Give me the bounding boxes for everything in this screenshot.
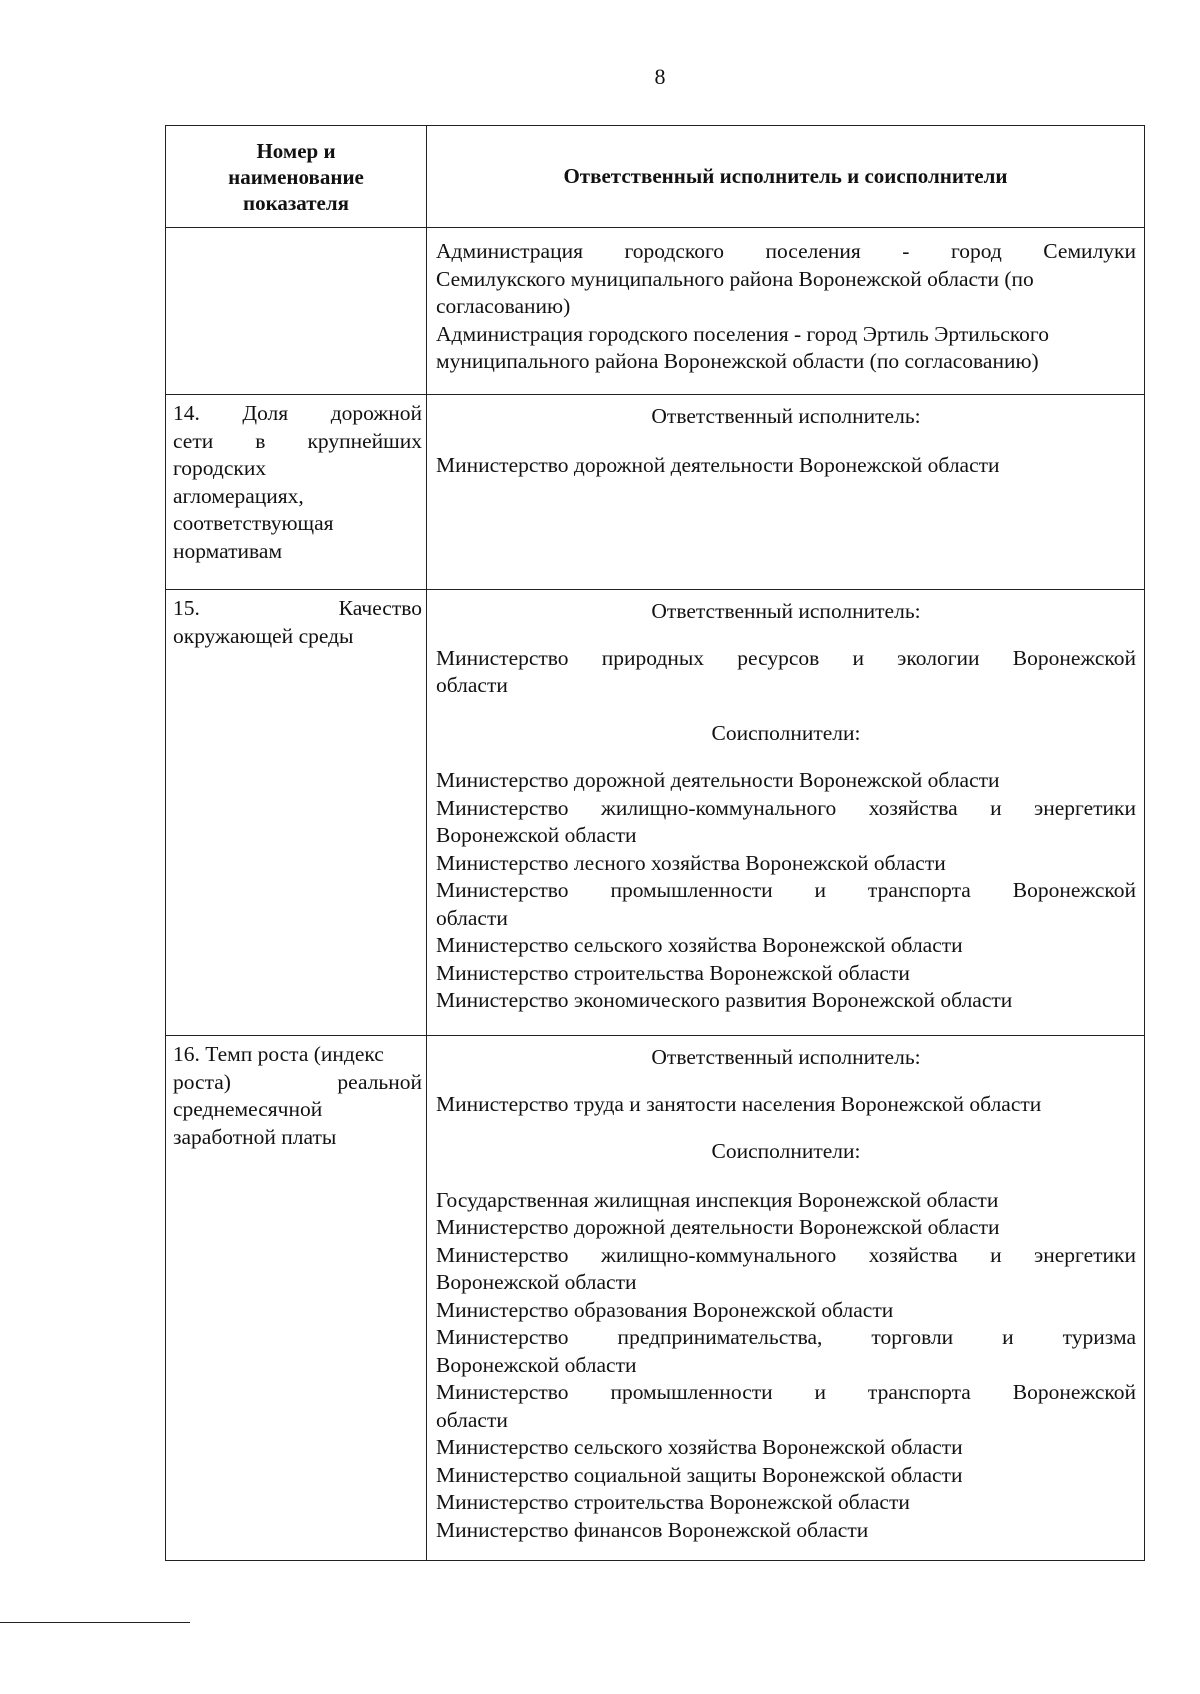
header-executors: Ответственный исполнитель и соисполнители [427,126,1145,228]
executors-cell [427,1036,1145,1561]
coexecutor-line: Министерство сельского хозяйства Воронежской области [436,933,963,957]
header-indicator [166,126,427,228]
indicator-line: заработной платы [173,1124,337,1149]
coexecutor-line: Министерство жилищно-коммунального хозяйства и энергетики [436,795,1136,820]
coexecutor-line: Министерство предпринимательства, торговли и туризма [436,1325,1136,1349]
coexecutor-line: Министерство строительства Воронежской области [436,960,910,985]
executor-line: Семилукского муниципального района Воронежской области (по [436,266,1034,291]
coexecutor-line: Воронежской области [436,1270,637,1294]
executors-cell [427,590,1145,1036]
indicator-line: 14. Доля дорожной [173,401,422,425]
coexecutor-line: области [436,905,508,930]
responsible-line: Министерство дорожной деятельности Воронежской области [436,452,1000,477]
executor-line: Администрация городского поселения - город Семилуки [436,239,1136,263]
indicator-line: соответствующая [173,511,334,535]
responsible-heading: Ответственный исполнитель: [651,404,921,428]
table-row [166,395,1145,590]
responsible-heading: Ответственный исполнитель: [651,1045,921,1069]
executor-line: Администрация городского поселения - город Эртиль Эртильского [436,321,1049,346]
indicator-line: городских [173,456,267,480]
indicator-line: сети в крупнейших [173,428,422,453]
responsible-line: Министерство труда и занятости населения Воронежской области [436,1091,1042,1116]
coexecutors-heading: Соисполнители: [711,720,861,745]
footnote-rule [0,1622,190,1623]
coexecutor-line: Министерство финансов Воронежской области [436,1517,869,1542]
coexecutor-line: Министерство сельского хозяйства Воронежской области [436,1435,963,1459]
table-row [166,1036,1145,1561]
coexecutor-line: Министерство промышленности и транспорта Воронежской [436,878,1136,902]
coexecutor-line: Министерство дорожной деятельности Воронежской области [436,768,1000,792]
coexecutor-line: Воронежской области [436,1352,637,1377]
indicator-line: 15. Качество [173,596,422,620]
indicator-line: среднемесячной [173,1097,323,1121]
executors-cell [427,395,1145,590]
responsible-line: области [436,673,508,697]
coexecutor-line: Министерство строительства Воронежской области [436,1490,910,1514]
executor-line: согласованию) [436,294,571,318]
indicator-line: нормативам [173,538,283,563]
coexecutor-line: Государственная жилищная инспекция Воронежской области [436,1187,999,1212]
responsible-line: Министерство природных ресурсов и экологии Воронежской [436,645,1136,670]
indicator-cell [166,590,427,1036]
table-row [166,228,1145,395]
executor-line: муниципального района Воронежской области (по согласованию) [436,349,1039,373]
executors-cell [427,228,1145,395]
coexecutor-line: Министерство дорожной деятельности Воронежской области [436,1215,1000,1239]
coexecutor-line: Министерство жилищно-коммунального хозяйства и энергетики [436,1242,1136,1267]
indicator-cell [166,1036,427,1561]
indicator-line: роста) реальной [173,1069,422,1094]
coexecutor-line: Министерство экономического развития Воронежской области [436,988,1013,1012]
executors-table [165,125,1145,1561]
indicator-line: окружающей среды [173,623,354,648]
header-indicator-line: наименование [228,164,364,189]
indicator-line: 16. Темп роста (индекс [173,1042,384,1066]
indicator-cell-empty [166,228,427,395]
indicator-line: агломерациях, [173,483,304,508]
page-number: 8 [654,64,666,89]
coexecutor-line: Министерство социальной защиты Воронежской области [436,1462,963,1487]
coexecutor-line: Министерство промышленности и транспорта Воронежской [436,1380,1136,1404]
header-indicator-line: показателя [242,190,350,215]
coexecutor-line: Министерство образования Воронежской области [436,1297,894,1322]
table-header-row [166,126,1145,228]
coexecutor-line: Министерство лесного хозяйства Воронежской области [436,850,946,875]
coexecutor-line: Воронежской области [436,823,637,847]
responsible-heading: Ответственный исполнитель: [651,599,921,623]
table-row [166,590,1145,1036]
indicator-cell [166,395,427,590]
coexecutors-heading: Соисполнители: [711,1139,861,1163]
coexecutor-line: области [436,1407,508,1432]
header-indicator-line: Номер и [256,138,336,163]
